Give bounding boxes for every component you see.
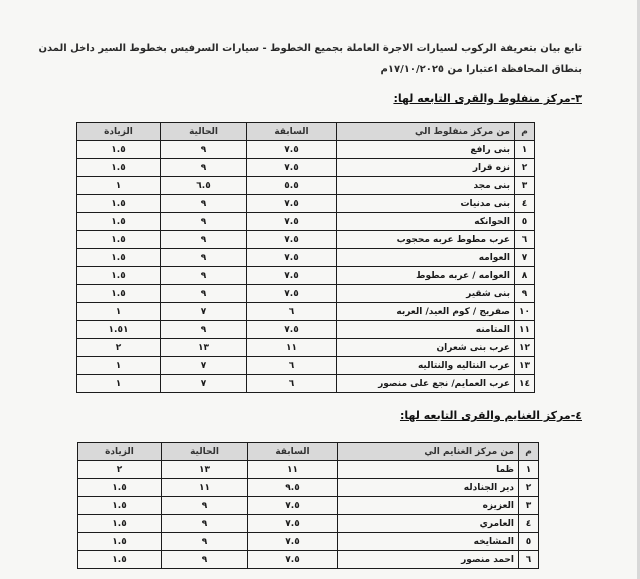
fare-table-manfalut [76,122,535,393]
cell-index: ٢ [519,479,539,497]
cell-current-fare: ٩ [161,195,247,213]
cell-current-fare: ٩ [161,267,247,285]
col-header-index: م [515,123,535,141]
cell-index: ٥ [515,213,535,231]
cell-index: ٥ [519,533,539,551]
cell-previous-fare: ٧.٥ [247,195,337,213]
cell-destination: ظما [338,461,519,479]
cell-current-fare: ١٣ [162,461,248,479]
fare-table-ghanayem [77,442,539,569]
table-row [77,375,535,393]
cell-increase: ١ [77,177,161,195]
cell-increase: ١.٥ [77,267,161,285]
cell-previous-fare: ٧.٥ [247,321,337,339]
cell-index: ٩ [515,285,535,303]
cell-current-fare: ٩ [161,321,247,339]
cell-current-fare: ٩ [161,249,247,267]
cell-destination: العزيزه [338,497,519,515]
cell-destination: الحوانكه [337,213,515,231]
cell-destination: بنى مدنيات [337,195,515,213]
cell-previous-fare: ٧.٥ [247,213,337,231]
cell-previous-fare: ٦ [247,357,337,375]
table-row [77,339,535,357]
cell-previous-fare: ٧.٥ [247,267,337,285]
table-row [78,479,539,497]
cell-destination: العامري [338,515,519,533]
cell-increase: ١.٥ [77,195,161,213]
cell-destination: العوامه / عربه مطوط [337,267,515,285]
table-header-row [78,443,539,461]
cell-index: ٣ [519,497,539,515]
cell-destination: نزه قرار [337,159,515,177]
document-title-line-2: بنطاق المحافظة اعتبارا من ١٧/١٠/٢٠٢٥م [380,64,582,75]
cell-destination: العوامه [337,249,515,267]
cell-index: ١٢ [515,339,535,357]
cell-previous-fare: ٦ [247,303,337,321]
table-row [77,159,535,177]
cell-increase: ١.٥ [77,141,161,159]
cell-index: ١٤ [515,375,535,393]
section-heading-ghanayem: ٤-مركز الغنايم والقرى التابعه لها: [399,409,582,422]
cell-destination: دير الجنادله [338,479,519,497]
cell-destination: عرب بنى شعران [337,339,515,357]
table-row [78,461,539,479]
cell-previous-fare: ٧.٥ [247,141,337,159]
col-header-increase: الزيادة [78,443,162,461]
col-header-index: م [519,443,539,461]
cell-current-fare: ١٣ [161,339,247,357]
table-row [77,141,535,159]
cell-previous-fare: ٥.٥ [247,177,337,195]
cell-current-fare: ٩ [161,285,247,303]
col-header-increase: الزيادة [77,123,161,141]
col-header-previous: السابقة [247,123,337,141]
cell-previous-fare: ٦ [247,375,337,393]
table-body [78,461,539,569]
table-row [77,303,535,321]
table-row [77,285,535,303]
table-row [77,357,535,375]
cell-current-fare: ٩ [161,141,247,159]
cell-current-fare: ١١ [162,479,248,497]
table-row [77,267,535,285]
cell-current-fare: ٩ [162,515,248,533]
table-row [78,515,539,533]
cell-increase: ١.٥ [78,551,162,569]
section-heading-manfalut: ٣-مركز منفلوط والقرى التابعه لها: [393,92,582,105]
cell-index: ٢ [515,159,535,177]
cell-increase: ٢ [77,339,161,357]
cell-increase: ١ [77,357,161,375]
cell-current-fare: ٩ [162,551,248,569]
cell-current-fare: ٩ [161,231,247,249]
table-header-row [77,123,535,141]
cell-current-fare: ٧ [161,375,247,393]
table-row [77,213,535,231]
cell-increase: ١.٥ [78,479,162,497]
cell-index: ٤ [519,515,539,533]
cell-previous-fare: ٧.٥ [248,515,338,533]
col-header-destination: من مركز الغنايم الي [338,443,519,461]
cell-previous-fare: ٩.٥ [248,479,338,497]
cell-index: ٧ [515,249,535,267]
cell-destination: بنى رافع [337,141,515,159]
cell-index: ٦ [515,231,535,249]
document-title-line-1: تابع بيان بتعريفة الركوب لسيارات الاجرة العاملة بجميع الخطوط - سيارات السرفيس بخطوط السير داخل المدن [38,43,582,54]
cell-current-fare: ٧ [161,357,247,375]
cell-destination: عرب مطوط عربه محجوب [337,231,515,249]
cell-current-fare: ٦.٥ [161,177,247,195]
table-row [77,249,535,267]
cell-increase: ١.٥ [77,159,161,177]
cell-index: ١٣ [515,357,535,375]
cell-previous-fare: ٧.٥ [248,497,338,515]
cell-increase: ١.٥ [77,285,161,303]
table-row [78,551,539,569]
table-body [77,141,535,393]
cell-increase: ١ [77,375,161,393]
table-row [78,533,539,551]
table-row [77,321,535,339]
cell-destination: بنى شقير [337,285,515,303]
cell-previous-fare: ٧.٥ [247,285,337,303]
cell-previous-fare: ١١ [248,461,338,479]
cell-destination: المتامنه [337,321,515,339]
table-row [77,195,535,213]
table-row [77,177,535,195]
cell-current-fare: ٩ [162,497,248,515]
table-row [77,231,535,249]
cell-index: ١ [515,141,535,159]
cell-increase: ١ [77,303,161,321]
cell-previous-fare: ٧.٥ [247,249,337,267]
cell-index: ٦ [519,551,539,569]
col-header-destination: من مركز منفلوط الي [337,123,515,141]
cell-destination: احمد منصور [338,551,519,569]
cell-increase: ١.٥ [78,497,162,515]
cell-increase: ١.٥ [77,213,161,231]
cell-index: ٨ [515,267,535,285]
cell-increase: ١.٥ [77,231,161,249]
cell-current-fare: ٩ [162,533,248,551]
cell-index: ١ [519,461,539,479]
cell-index: ٤ [515,195,535,213]
cell-index: ١٠ [515,303,535,321]
cell-destination: المشايخه [338,533,519,551]
table-row [78,497,539,515]
cell-destination: صفريج / كوم العيد/ العربه [337,303,515,321]
cell-previous-fare: ٧.٥ [248,533,338,551]
cell-current-fare: ٩ [161,159,247,177]
cell-increase: ١.٥ [78,533,162,551]
cell-previous-fare: ٧.٥ [248,551,338,569]
cell-increase: ١.٥١ [77,321,161,339]
col-header-previous: السابقة [248,443,338,461]
cell-destination: عرب النتاليه والنتاليه [337,357,515,375]
cell-current-fare: ٧ [161,303,247,321]
cell-current-fare: ٩ [161,213,247,231]
cell-index: ١١ [515,321,535,339]
cell-increase: ١.٥ [78,515,162,533]
cell-increase: ١.٥ [77,249,161,267]
col-header-current: الحالية [162,443,248,461]
col-header-current: الحالية [161,123,247,141]
cell-previous-fare: ١١ [247,339,337,357]
cell-destination: بنى مجد [337,177,515,195]
cell-previous-fare: ٧.٥ [247,231,337,249]
cell-previous-fare: ٧.٥ [247,159,337,177]
cell-increase: ٢ [78,461,162,479]
cell-destination: عرب العمايم/ نجع على منصور [337,375,515,393]
cell-index: ٣ [515,177,535,195]
